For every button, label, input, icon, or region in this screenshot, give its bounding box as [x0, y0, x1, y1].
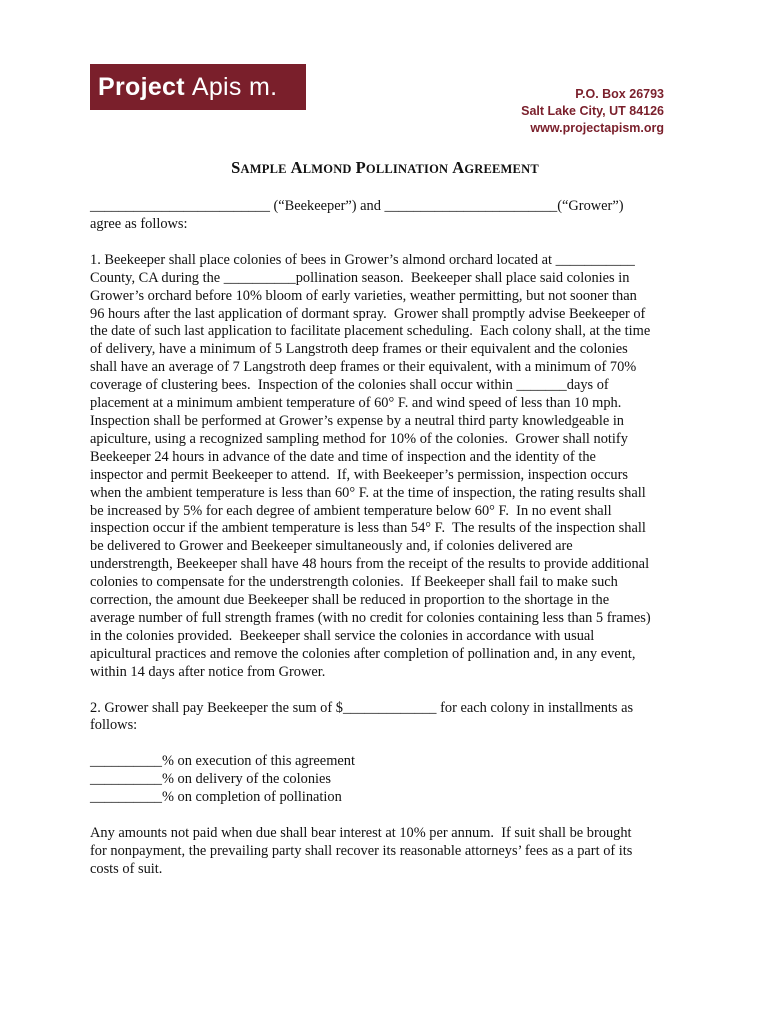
installment-list — [90, 753, 674, 807]
section-1-line: when the ambient temperature is less than 60° F. at the time of inspection, the rating results shall — [90, 484, 646, 501]
section-1-line: Inspection shall be performed at Grower’s expense by a neutral third party knowledgeable in — [90, 412, 625, 429]
section-1-line: in the colonies provided. Beekeeper shall service the colonies in accordance with usual — [90, 627, 595, 644]
interest-paragraph — [90, 825, 674, 879]
section-1-line: shall have an average of 7 Langstroth deep frames or their equivalent, with a minimum of 70% — [90, 359, 637, 376]
section-1-line: be increased by 5% for each degree of ambient temperature below 60° F. In no event shall — [90, 502, 612, 519]
installment-item: __________% on execution of this agreement — [90, 753, 355, 770]
agreement-body — [90, 198, 674, 879]
section-1-paragraph — [90, 252, 674, 682]
interest-line: Any amounts not paid when due shall bear interest at 10% per annum. If suit shall be brought — [90, 825, 632, 842]
section-1-line: within 14 days after notice from Grower. — [90, 663, 326, 680]
section-1-line: colonies to compensate for the understrength colonies. If Beekeeper shall fail to make such — [90, 574, 618, 591]
installment-item: __________% on completion of pollination — [90, 789, 342, 806]
section-1-line: inspection occur if the ambient temperature is less than 54° F. The results of the inspection shall — [90, 520, 646, 537]
section-1-line: 96 hours after the last application of dormant spray. Grower shall promptly advise Beekeeper of — [90, 305, 646, 322]
section-1-line: average number of full strength frames (with no credit for colonies containing less than 5 frames) — [90, 609, 651, 626]
section-1-line: apicultural practices and remove the colonies after completion of pollination and, in any event, — [90, 645, 636, 662]
section-2-line: 2. Grower shall pay Beekeeper the sum of $_____________ for each colony in installments as — [90, 699, 634, 716]
section-1-line: County, CA during the __________pollination season. Beekeeper shall place said colonies in — [90, 269, 630, 286]
address-website: www.projectapism.org — [530, 121, 664, 135]
document-title: SAMPLE ALMOND POLLINATION AGREEMENT — [231, 158, 539, 177]
section-1-line: apiculture, using a recognized sampling method for 10% of the colonies. Grower shall notify — [90, 430, 628, 447]
section-1-line: the date of such last application to facilitate placement scheduling. Each colony shall, at the time — [90, 323, 651, 340]
section-1-line: Grower’s orchard before 10% bloom of early varieties, weather permitting, but not sooner than — [90, 287, 637, 304]
address-city: Salt Lake City, UT 84126 — [521, 104, 664, 118]
logo-word-project: Project — [98, 72, 185, 101]
installment-item: __________% on delivery of the colonies — [90, 771, 331, 788]
address-po-box: P.O. Box 26793 — [575, 87, 664, 101]
contact-address — [521, 86, 664, 137]
section-2-paragraph — [90, 700, 674, 736]
project-apis-logo — [90, 64, 306, 110]
interest-line: for nonpayment, the prevailing party shall recover its reasonable attorneys’ fees as a part of its — [90, 843, 633, 859]
section-1-line: 1. Beekeeper shall place colonies of bees in Grower’s almond orchard located at ___________ — [90, 251, 635, 268]
section-1-line: placement at a minimum ambient temperature of 60° F. and wind speed of less than 10 mph. — [90, 395, 622, 412]
parties-line: agree as follows: — [90, 215, 188, 232]
section-1-line: be delivered to Grower and Beekeeper simultaneously and, if colonies delivered are — [90, 538, 573, 555]
parties-paragraph — [90, 198, 674, 234]
section-1-line: Beekeeper 24 hours in advance of the date and time of inspection and the identity of the — [90, 448, 596, 465]
section-1-line: understrength, Beekeeper shall have 48 hours from the receipt of the results to provide additional — [90, 556, 650, 573]
section-1-line: correction, the amount due Beekeeper shall be reduced in proportion to the shortage in the — [90, 592, 610, 609]
section-1-line: coverage of clustering bees. Inspection of the colonies shall occur within _______days of — [90, 377, 609, 394]
interest-line: costs of suit. — [90, 860, 163, 877]
section-1-line: of delivery, have a minimum of 5 Langstroth deep frames or their equivalent and the colonies — [90, 341, 628, 358]
section-1-line: inspector and permit Beekeeper to attend. If, with Beekeeper’s permission, inspection occurs — [90, 466, 629, 483]
parties-line: _________________________ (“Beekeeper”) and ________________________(“Grower”) — [90, 198, 624, 214]
logo-word-apis: Apis m. — [191, 72, 278, 101]
section-2-line: follows: — [90, 717, 138, 734]
